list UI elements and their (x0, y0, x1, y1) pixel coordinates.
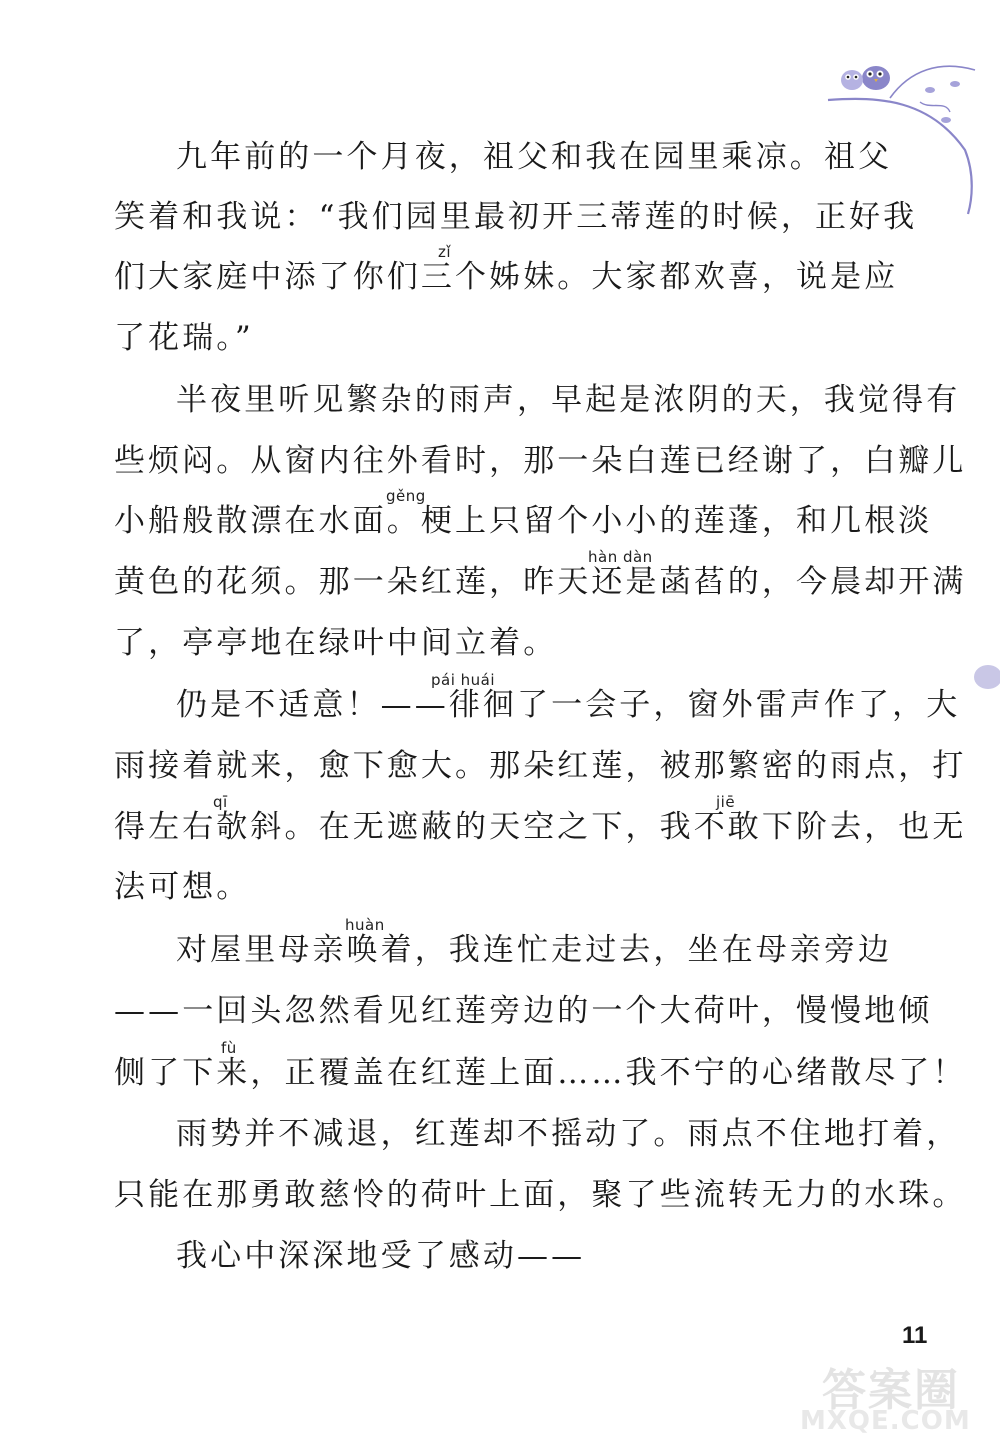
watermark-url: MXQE.COM (800, 1406, 971, 1436)
text-line: 了，亭亭地在绿叶中间立着。 (114, 625, 558, 661)
text-line: 了花瑞。” (114, 320, 254, 356)
bird-icon (862, 66, 890, 90)
pinyin-annotation: qī (213, 793, 228, 811)
margin-dot (958, 660, 1000, 694)
text-line: 侧了下来，正覆盖在红莲上面……我不宁的心绪散尽了！ (114, 1055, 967, 1091)
page-number: 11 (902, 1322, 928, 1349)
text-line: 雨势并不减退，红莲却不摇动了。雨点不住地打着， (176, 1116, 961, 1152)
text-line: 些烦闷。从窗内往外看时，那一朵白莲已经谢了，白瓣儿 (114, 443, 967, 479)
pinyin-annotation: zǐ (438, 243, 452, 261)
text-line: 九年前的一个月夜，祖父和我在园里乘凉。祖父 (176, 139, 893, 175)
pinyin-annotation: huàn (345, 916, 385, 934)
text-line: 对屋里母亲唤着，我连忙走过去，坐在母亲旁边 (176, 932, 893, 968)
text-line: 雨接着就来，愈下愈大。那朵红莲，被那繁密的雨点，打 (114, 748, 967, 784)
text-line: 们大家庭中添了你们三个姊妹。大家都欢喜，说是应 (114, 259, 899, 295)
text-line: 法可想。 (114, 869, 251, 905)
text-line: 得左右欹斜。在无遮蔽的天空之下，我不敢下阶去，也无 (114, 809, 967, 845)
pinyin-annotation: gěng (386, 487, 426, 505)
text-line: 我心中深深地受了感动—— (176, 1238, 586, 1274)
pinyin-annotation: pái huái (431, 671, 496, 689)
watermark-logo: 答案圈 (822, 1365, 960, 1416)
text-line: 小船般散漂在水面。梗上只留个小小的莲蓬，和几根淡 (114, 503, 933, 539)
pinyin-annotation: hàn dàn (588, 548, 653, 566)
text-line: 仍是不适意！——徘徊了一会子，窗外雷声作了，大 (176, 687, 961, 723)
pinyin-annotation: jiē (716, 793, 736, 811)
leaf-icon (925, 87, 935, 93)
text-line: 只能在那勇敢慈怜的荷叶上面，聚了些流转无力的水珠。 (114, 1177, 967, 1213)
text-line: 笑着和我说：“我们园里最初开三蒂莲的时候，正好我 (114, 199, 918, 235)
text-line: ——一回头忽然看见红莲旁边的一个大荷叶，慢慢地倾 (114, 993, 933, 1029)
text-line: 黄色的花须。那一朵红莲，昨天还是菡萏的，今晨却开满 (114, 564, 967, 600)
pinyin-annotation: fù (221, 1039, 237, 1057)
text-line: 半夜里听见繁杂的雨声，早起是浓阴的天，我觉得有 (176, 382, 961, 418)
